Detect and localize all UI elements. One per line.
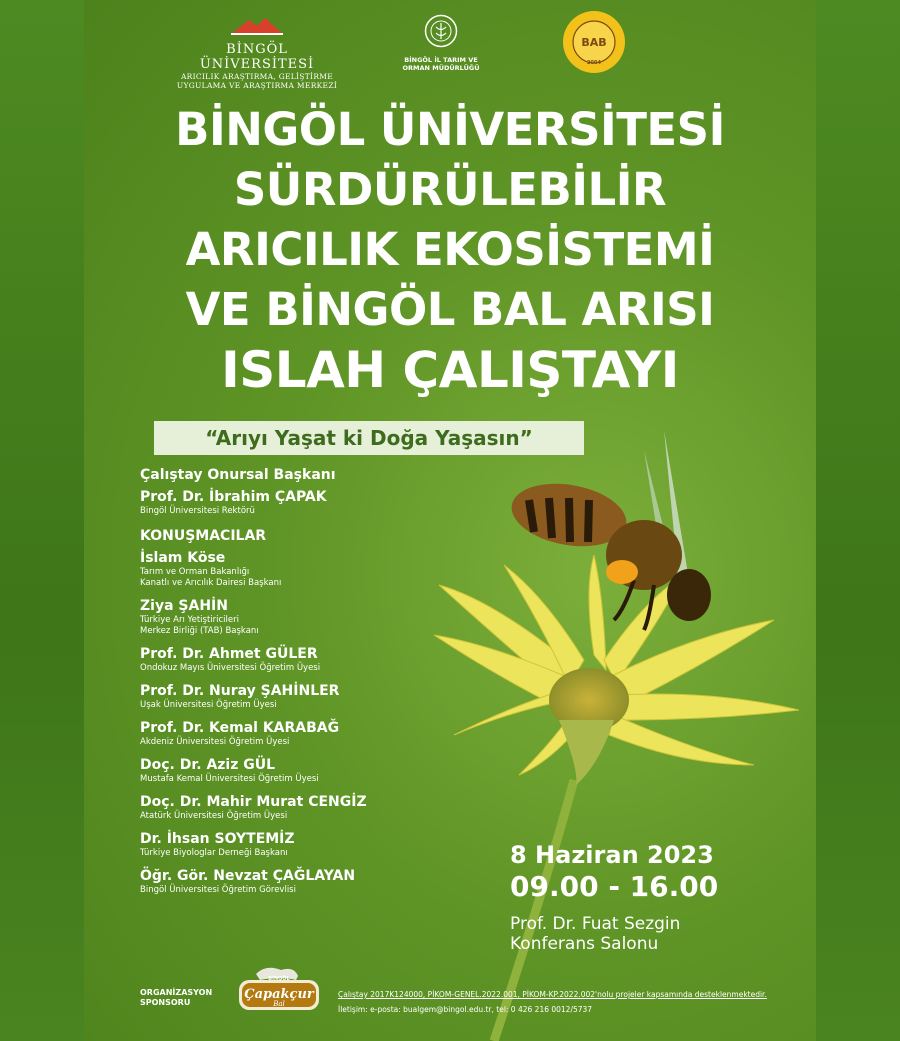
speaker-role: Bingöl Üniversitesi Öğretim Görevlisi bbox=[140, 885, 296, 895]
speaker-role: Türkiye Biyologlar Derneği Başkanı bbox=[140, 848, 288, 858]
speaker-name: Öğr. Gör. Nevzat ÇAĞLAYAN bbox=[140, 868, 356, 884]
speaker-role: Kanatlı ve Arıcılık Dairesi Başkanı bbox=[140, 578, 282, 588]
right-border bbox=[816, 0, 900, 1041]
sponsor-brand: Çapakçur bbox=[244, 987, 314, 1002]
title-line-3: ARICILIK EKOSİSTEMİ bbox=[185, 223, 715, 276]
bab-letters: BAB bbox=[581, 36, 607, 49]
title-line-4: VE BİNGÖL BAL ARISI bbox=[185, 283, 715, 336]
speaker-role: Ondokuz Mayıs Üniversitesi Öğretim Üyesi bbox=[140, 663, 321, 673]
event-date: 8 Haziran 2023 bbox=[510, 841, 714, 869]
speaker-role: Merkez Birliği (TAB) Başkanı bbox=[140, 626, 259, 636]
poster bbox=[84, 0, 816, 1041]
ministry-seal-icon bbox=[424, 14, 458, 48]
footer-projects: Çalıştay 2017K124000, PİKOM-GENEL.2022.001, PİKOM-KP.2022.002'nolu projeler kapsamında desteklenmektedir. bbox=[338, 990, 767, 999]
title-line-2: SÜRDÜRÜLEBİLİR bbox=[233, 163, 667, 216]
speaker-item bbox=[140, 597, 460, 637]
speaker-item bbox=[140, 793, 460, 822]
sponsor-label-2: SPONSORU bbox=[140, 998, 191, 1007]
sponsor-logo bbox=[236, 964, 322, 1016]
speaker-name: Prof. Dr. Ahmet GÜLER bbox=[140, 646, 318, 662]
speaker-role: Atatürk Üniversitesi Öğretim Üyesi bbox=[140, 811, 288, 821]
event-hours: 09.00 - 16.00 bbox=[510, 870, 719, 903]
bab-logo bbox=[562, 10, 626, 74]
speaker-item bbox=[140, 719, 460, 748]
person-name: Prof. Dr. İbrahim ÇAPAK bbox=[140, 489, 327, 505]
sponsor-brand-sub: Bal bbox=[273, 1000, 285, 1008]
title-line-1: BİNGÖL ÜNİVERSİTESİ bbox=[175, 103, 725, 156]
speakers-heading: KONUŞMACILAR bbox=[140, 528, 267, 544]
speaker-role: Tarım ve Orman Bakanlığı bbox=[140, 567, 250, 577]
university-sub-2: UYGULAMA VE ARAŞTIRMA MERKEZİ bbox=[176, 81, 338, 90]
footer-contact: İletişim: e-posta: bualgem@bingol.edu.tr, tel: 0 426 216 0012/5737 bbox=[338, 1005, 593, 1014]
honorary-heading: Çalıştay Onursal Başkanı bbox=[140, 467, 336, 483]
person-role: Bingöl Üniversitesi Rektörü bbox=[140, 506, 255, 516]
speaker-name: Doç. Dr. Aziz GÜL bbox=[140, 757, 276, 773]
speakers-list bbox=[140, 466, 460, 896]
sponsor-label bbox=[140, 988, 212, 1008]
university-name: BİNGÖL ÜNİVERSİTESİ bbox=[199, 42, 315, 72]
speaker-name: İslam Köse bbox=[140, 550, 226, 566]
speaker-name: Prof. Dr. Kemal KARABAĞ bbox=[140, 720, 340, 736]
university-sub-1: ARICILIK ARAŞTIRMA, GELİŞTİRME bbox=[180, 72, 334, 81]
speaker-role: Türkiye Arı Yetiştiricileri bbox=[140, 615, 239, 625]
sponsor-brand-top: BİNGÖL bbox=[268, 976, 290, 982]
event-title bbox=[84, 100, 816, 400]
speaker-role: Mustafa Kemal Üniversitesi Öğretim Üyesi bbox=[140, 774, 319, 784]
event-info bbox=[510, 840, 718, 954]
speaker-item bbox=[140, 549, 460, 589]
mountain-icon bbox=[229, 14, 285, 36]
ministry-line-1: BİNGÖL İL TARIM VE bbox=[404, 56, 478, 64]
speaker-name: Doç. Dr. Mahir Murat CENGİZ bbox=[140, 794, 367, 810]
honorary-chair bbox=[140, 488, 460, 517]
speaker-item bbox=[140, 830, 460, 859]
bab-year: 2004 bbox=[587, 60, 601, 66]
sponsor-label-1: ORGANİZASYON bbox=[140, 988, 213, 997]
speaker-item bbox=[140, 645, 460, 674]
speaker-name: Prof. Dr. Nuray ŞAHİNLER bbox=[140, 683, 340, 699]
speaker-item bbox=[140, 867, 460, 896]
slogan-banner: “Arıyı Yaşat ki Doğa Yaşasın” bbox=[154, 421, 584, 455]
speaker-items bbox=[140, 549, 460, 896]
university-logo bbox=[172, 14, 342, 90]
speaker-item bbox=[140, 682, 460, 711]
speaker-item bbox=[140, 756, 460, 785]
ministry-line-2: ORMAN MÜDÜRLÜĞÜ bbox=[402, 64, 480, 72]
left-border bbox=[0, 0, 84, 1041]
event-venue-2: Konferans Salonu bbox=[510, 934, 659, 954]
speaker-name: Ziya ŞAHİN bbox=[140, 598, 228, 614]
speaker-name: Dr. İhsan SOYTEMİZ bbox=[140, 831, 295, 847]
event-venue-1: Prof. Dr. Fuat Sezgin bbox=[510, 914, 681, 934]
title-line-5: ISLAH ÇALIŞTAYI bbox=[221, 341, 679, 399]
speaker-role: Uşak Üniversitesi Öğretim Üyesi bbox=[140, 700, 277, 710]
ministry-logo bbox=[396, 14, 486, 72]
speaker-role: Akdeniz Üniversitesi Öğretim Üyesi bbox=[140, 737, 290, 747]
